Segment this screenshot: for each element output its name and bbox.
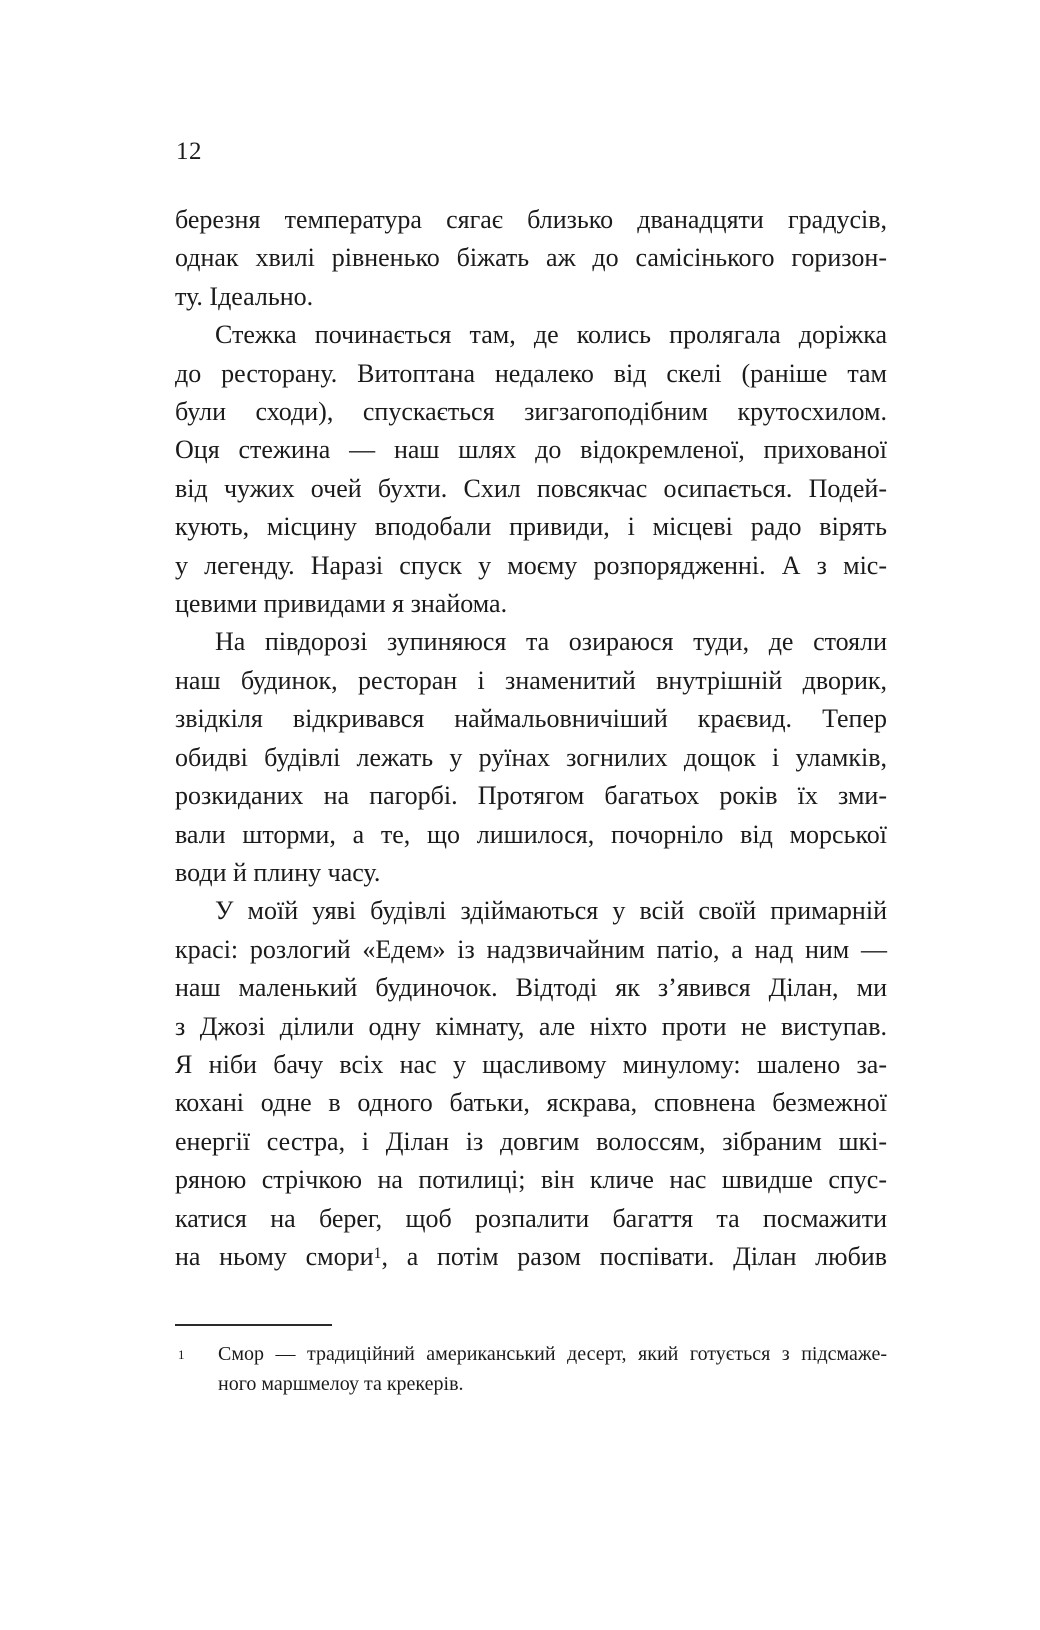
text-line: води й плину часу. <box>175 857 381 887</box>
text-line: вали шторми, а те, що лишилося, почорніло від морської <box>175 819 887 849</box>
paragraph <box>175 892 887 1276</box>
text-line: звідкіля відкривався наймальовничіший краєвид. Тепер <box>175 704 887 734</box>
text-line: На півдорозі зупиняюся та озираюся туди, де стояли <box>215 627 887 657</box>
text-line: ряною стрічкою на потилиці; він кличе нас швидше спус- <box>175 1165 887 1195</box>
text-line: з Джозі ділили одну кімнату, але ніхто проти не виступав. <box>175 1011 887 1041</box>
text-line: Стежка починається там, де колись пролягала доріжка <box>215 320 887 350</box>
text-line: Смор — традиційний американський десерт, який готується з підсмаже- <box>218 1343 887 1365</box>
text-line: ту. Ідеально. <box>175 281 314 311</box>
footnote <box>175 1324 887 1399</box>
text-line: до ресторану. Витоптана недалеко від скелі (раніше там <box>175 358 887 388</box>
footnote-divider <box>175 1324 332 1326</box>
footnote-marker: 1 <box>178 1347 185 1362</box>
text-line: від чужих очей бухти. Схил повсякчас осипається. Подей- <box>175 473 887 503</box>
text-line: кують, місцину вподобали привиди, і місцеві радо вірять <box>175 512 887 542</box>
text-line: ного маршмелоу та крекерів. <box>218 1372 464 1395</box>
paragraph <box>175 201 887 316</box>
page-number: 12 <box>176 138 202 165</box>
text-line: на ньому смори$^1$, а потім разом поспівати. Ділан любив <box>175 1241 887 1271</box>
text-line: наш маленький будиночок. Відтоді як з’явився Ділан, ми <box>175 973 887 1003</box>
text-line: цевими привидами я знайома. <box>175 589 508 619</box>
text-line: У моїй уяві будівлі здіймаються у всій своїй примарній <box>215 896 887 926</box>
text-line: у легенду. Наразі спуск у моєму розпорядженні. А з міс- <box>175 550 887 580</box>
text-line: однак хвилі рівненько біжать аж до самісінького горизон- <box>175 243 887 273</box>
paragraph <box>175 623 887 892</box>
footnote-lines <box>218 1340 887 1399</box>
text-line: красі: розлогий «Едем» із надзвичайним патіо, а над ним — <box>175 934 887 964</box>
text-line: були сходи), спускається зигзагоподібним крутосхилом. <box>175 397 887 427</box>
text-line: розкиданих на пагорбі. Протягом багатьох років їх зми- <box>175 781 887 811</box>
text-line: березня температура сягає близько дванадцяти градусів, <box>175 205 887 234</box>
text-line: Я ніби бачу всіх нас у щасливому минулому: шалено за- <box>175 1049 887 1079</box>
text-line: катися на берег, щоб розпалити багаття та посмажити <box>175 1203 887 1233</box>
body-text <box>175 201 887 1276</box>
text-line: енергії сестра, і Ділан із довгим волоссям, зібраним шкі- <box>175 1126 887 1156</box>
footnote-ref: 1 <box>373 1244 382 1262</box>
text-line: Оця стежина — наш шлях до відокремленої, прихованої <box>175 435 887 465</box>
footnote-body <box>175 1340 887 1399</box>
paragraph <box>175 316 887 623</box>
text-line: обидві будівлі лежать у руїнах зогнилих дощок і уламків, <box>175 742 887 772</box>
text-line: наш будинок, ресторан і знаменитий внутрішній дворик, <box>175 665 887 695</box>
text-line: кохані одне в одного батьки, яскрава, сповнена безмежної <box>175 1088 887 1118</box>
